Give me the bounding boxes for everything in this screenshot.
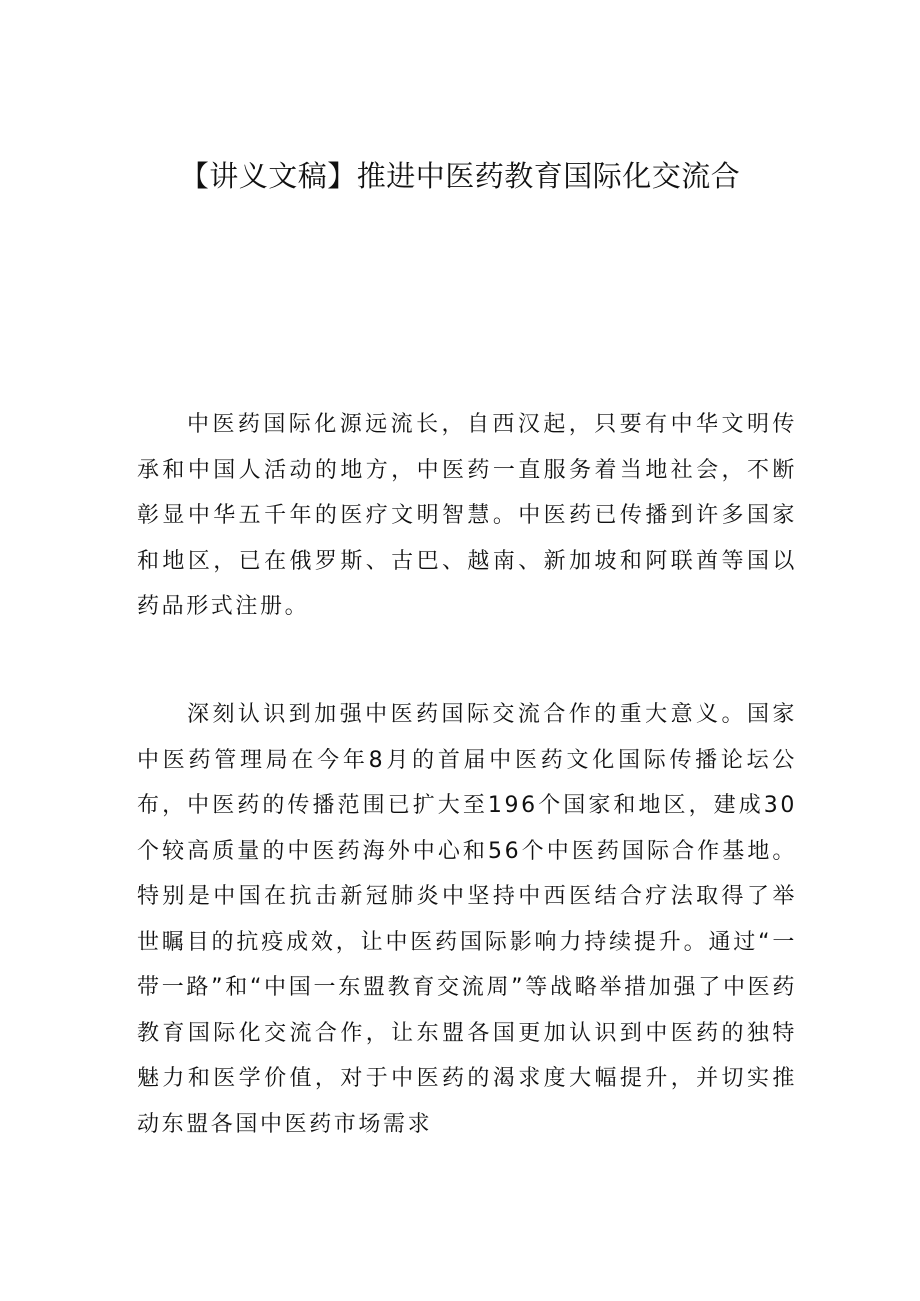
document-title: 【讲义文稿】推进中医药教育国际化交流合 bbox=[179, 159, 741, 193]
paragraph-2: 深刻认识到加强中医药国际交流合作的重大意义。国家中医药管理局在今年8月的首届中医药文化国际传播论坛公布，中医药的传播范围已扩大至196个国家和地区，建成30个较高质量的中医药海外中心和56个中医药国际合作基地。特别是中国在抗击新冠肺炎中坚持中西医结合疗法取得了举世瞩目的抗疫成效，让中医药国际影响力持续提升。通过“一带一路”和“中国一东盟教育交流周”等战略举措加强了中医药教育国际化交流合作，让东盟各国更加认识到中医药的独特魅力和医学价值，对于中医药的渴求度大幅提升，并切实推动东盟各国中医药市场需求 bbox=[137, 702, 797, 1137]
paragraph-1: 中医药国际化源远流长，自西汉起，只要有中华文明传承和中国人活动的地方，中医药一直服务着当地社会，不断彰显中华五千年的医疗文明智慧。中医药已传播到许多国家和地区，已在俄罗斯、古巴、越南、新加坡和阿联酋等国以药品形式注册。 bbox=[137, 412, 797, 619]
